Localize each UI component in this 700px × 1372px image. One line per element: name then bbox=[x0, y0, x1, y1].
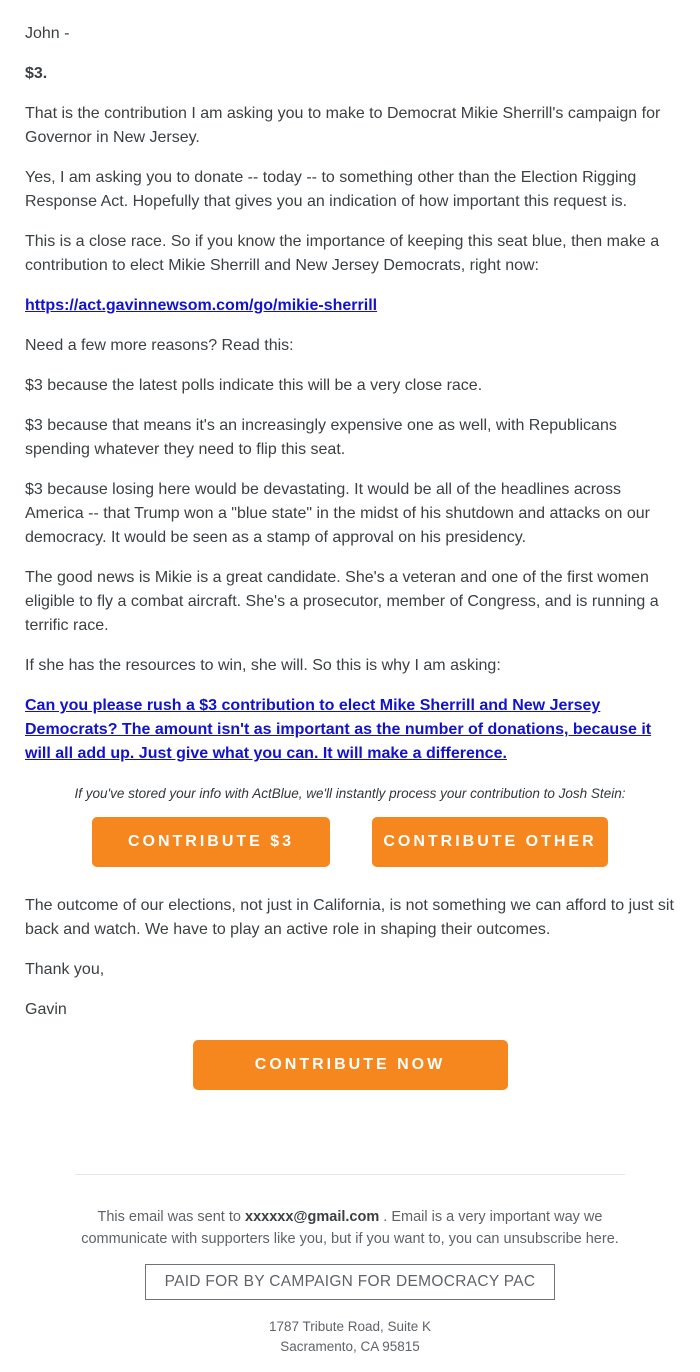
signature-block bbox=[25, 958, 675, 1022]
paid-for-row bbox=[25, 1264, 675, 1300]
actblue-note: If you've stored your info with ActBlue, we'll instantly process your contribution to Josh Stein: bbox=[74, 786, 626, 801]
contribute-now-button[interactable]: CONTRIBUTE NOW bbox=[193, 1040, 508, 1090]
footer-divider bbox=[75, 1174, 625, 1175]
sent-prefix-text: This email was sent to bbox=[97, 1209, 245, 1225]
address-line-1: 1787 Tribute Road, Suite K bbox=[268, 1319, 432, 1334]
body-paragraph: This is a close race. So if you know the importance of keeping this seat blue, then make a contribution to elect Mikie Sherrill and New Jersey Democrats, right now: bbox=[25, 233, 660, 274]
sender-address bbox=[25, 1317, 675, 1357]
paid-for-disclaimer: PAID FOR BY CAMPAIGN FOR DEMOCRACY PAC bbox=[145, 1264, 556, 1300]
body-paragraph: $3 because losing here would be devastating. It would be all of the headlines across America -- that Trump won a "blue state" in the midst of his shutdown and attacks on our democracy. It would be seen as a stamp of approval on his presidency. bbox=[25, 481, 650, 546]
unsubscribe-link[interactable]: unsubscribe here. bbox=[503, 1231, 619, 1247]
address-line-2: Sacramento, CA 95815 bbox=[280, 1339, 420, 1354]
donation-link-line bbox=[25, 294, 675, 318]
body-paragraph: The good news is Mikie is a great candidate. She's a veteran and one of the first women eligible to fly a combat aircraft. She's a prosecutor, member of Congress, and is running a terrific race. bbox=[25, 569, 659, 634]
body-paragraph: $3 because the latest polls indicate this will be a very close race. bbox=[25, 377, 483, 394]
footer-disclaimer bbox=[78, 1206, 623, 1250]
body-paragraph: If she has the resources to win, she will. So this is why I am asking: bbox=[25, 657, 501, 674]
sent-middle-text: . Email is a very important way we communicate with supporters like you, but if you want to, you can bbox=[81, 1209, 603, 1247]
amount-line: $3. bbox=[25, 65, 48, 82]
contribute-buttons-row bbox=[25, 817, 675, 867]
closing-line: Thank you, bbox=[25, 961, 105, 978]
body-paragraph: That is the contribution I am asking you to make to Democrat Mikie Sherrill's campaign for Governor in New Jersey. bbox=[25, 105, 661, 146]
recipient-email: xxxxxx@gmail.com bbox=[245, 1209, 380, 1225]
cta-contribution-link[interactable]: Can you please rush a $3 contribution to elect Mike Sherrill and New Jersey Democrats? The amount isn't as important as the number of donations, because it will all add up. Just give what you can. It will make a difference. bbox=[25, 697, 652, 762]
greeting: John - bbox=[25, 25, 70, 42]
cta-paragraph bbox=[25, 694, 675, 766]
body-paragraph: Yes, I am asking you to donate -- today -- to something other than the Election Rigging Response Act. Hopefully that gives you an indication of how important this request is. bbox=[25, 169, 637, 210]
donation-link[interactable]: https://act.gavinnewsom.com/go/mikie-sherrill bbox=[25, 297, 378, 314]
contribute-other-button[interactable]: CONTRIBUTE OTHER bbox=[372, 817, 608, 867]
body-paragraph: The outcome of our elections, not just in California, is not something we can afford to just sit back and watch. We have to play an active role in shaping their outcomes. bbox=[25, 897, 674, 938]
footer bbox=[25, 1206, 675, 1357]
body-paragraph: $3 because that means it's an increasingly expensive one as well, with Republicans spending whatever they need to flip this seat. bbox=[25, 417, 617, 458]
contribute-3-button[interactable]: CONTRIBUTE $3 bbox=[92, 817, 330, 867]
contribute-now-row bbox=[25, 1040, 675, 1090]
body-paragraph: Need a few more reasons? Read this: bbox=[25, 337, 294, 354]
signature: Gavin bbox=[25, 1001, 67, 1018]
